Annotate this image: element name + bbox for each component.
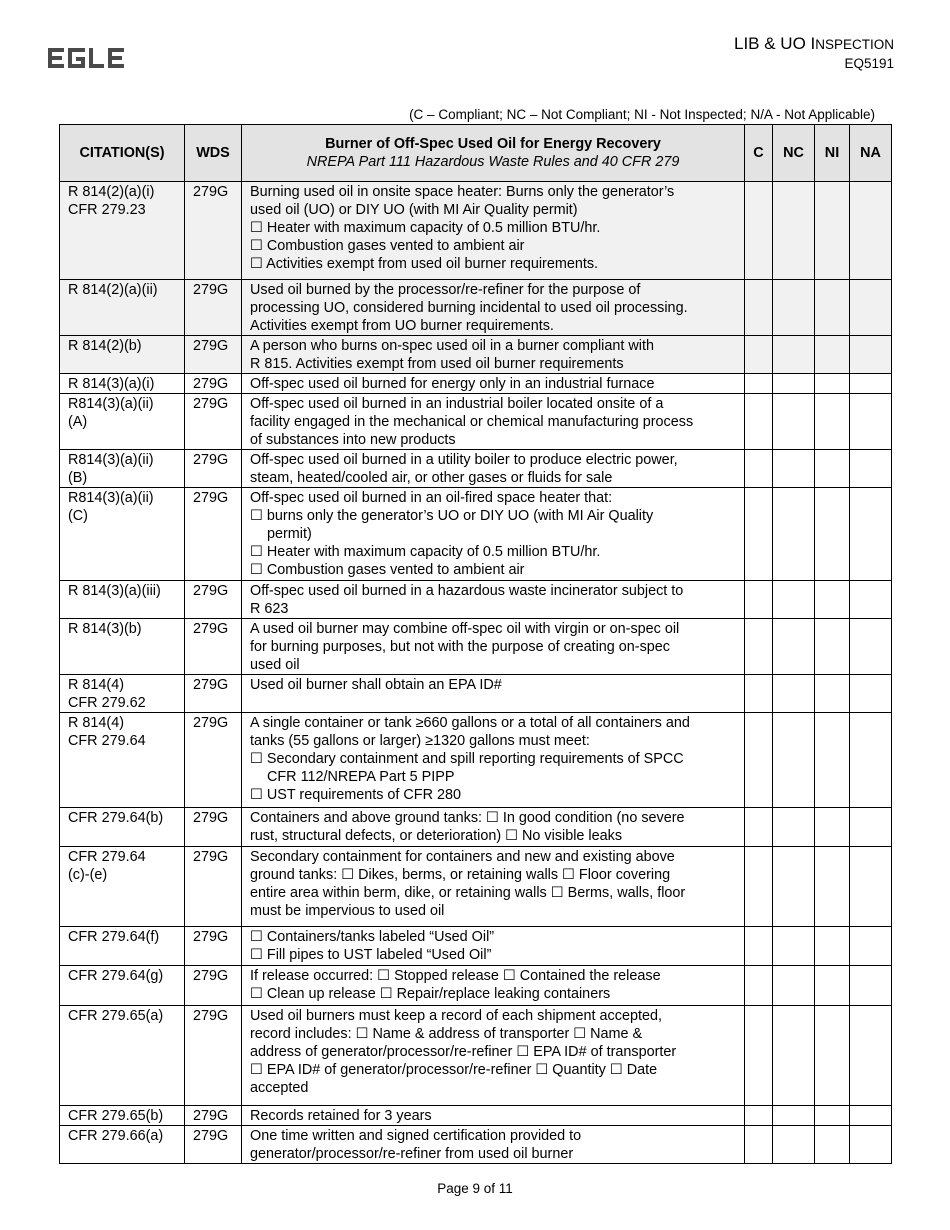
table-row — [60, 1106, 892, 1126]
citation-cell — [60, 394, 185, 450]
requirement-line: ☐ Heater with maximum capacity of 0.5 million BTU/hr. — [250, 220, 601, 236]
requirement-line: used oil (UO) or DIY UO (with MI Air Quality permit) — [250, 202, 578, 218]
requirement-line: generator/processor/re-refiner from used oil burner — [250, 1146, 574, 1162]
status-cell-ni[interactable] — [815, 808, 850, 847]
requirement-cell — [242, 581, 745, 619]
requirement-line: One time written and signed certification provided to — [250, 1128, 582, 1144]
citation-cell — [60, 581, 185, 619]
requirement-line: ☐ Fill pipes to UST labeled “Used Oil” — [250, 947, 492, 963]
requirement-line: ☐ EPA ID# of generator/processor/re-refiner ☐ Quantity ☐ Date — [250, 1062, 658, 1078]
requirement-line: entire area within berm, dike, or retaining walls ☐ Berms, walls, floor — [250, 885, 686, 901]
status-cell-ni[interactable] — [815, 581, 850, 619]
section-subtitle: NREPA Part 111 Hazardous Waste Rules and 40 CFR 279 — [306, 154, 680, 170]
requirement-line: facility engaged in the mechanical or chemical manufacturing process — [250, 414, 694, 430]
requirement-cell — [242, 182, 745, 280]
col-description — [242, 125, 745, 182]
status-cell-na[interactable] — [850, 847, 892, 927]
citation-line: R814(3)(a)(ii) — [68, 452, 154, 468]
citation-line: R 814(2)(b) — [68, 338, 142, 354]
col-compliant: C — [745, 125, 773, 182]
requirement-line: Used oil burned by the processor/re-refiner for the purpose of — [250, 282, 641, 298]
citation-cell — [60, 1006, 185, 1106]
requirement-line: ☐ Containers/tanks labeled “Used Oil” — [250, 929, 495, 945]
status-cell-c[interactable] — [745, 280, 773, 336]
status-cell-na[interactable] — [850, 374, 892, 394]
status-cell-c[interactable] — [745, 182, 773, 280]
citation-cell — [60, 182, 185, 280]
requirement-line: Off-spec used oil burned in a hazardous waste incinerator subject to — [250, 583, 684, 599]
status-cell-c[interactable] — [745, 336, 773, 374]
egle-logo — [48, 44, 128, 72]
requirement-cell — [242, 336, 745, 374]
requirement-line: Activities exempt from UO burner requirements. — [250, 318, 554, 334]
col-not-compliant: NC — [773, 125, 815, 182]
status-cell-ni[interactable] — [815, 394, 850, 450]
table-row — [60, 847, 892, 927]
status-cell-nc[interactable] — [773, 1006, 815, 1106]
requirement-line: Used oil burner shall obtain an EPA ID# — [250, 677, 502, 693]
citation-cell — [60, 280, 185, 336]
citation-cell — [60, 374, 185, 394]
table-row — [60, 581, 892, 619]
requirement-cell — [242, 713, 745, 808]
status-cell-ni[interactable] — [815, 1126, 850, 1164]
citation-line: CFR 279.64(f) — [68, 929, 160, 945]
requirement-line: A single container or tank ≥660 gallons or a total of all containers and — [250, 715, 690, 731]
inspection-table — [59, 124, 892, 1164]
status-cell-ni[interactable] — [815, 619, 850, 675]
wds-cell: 279G — [185, 847, 242, 927]
wds-cell: 279G — [185, 336, 242, 374]
requirement-line: If release occurred: ☐ Stopped release ☐ Contained the release — [250, 968, 661, 984]
status-cell-na[interactable] — [850, 280, 892, 336]
wds-cell: 279G — [185, 1126, 242, 1164]
status-cell-c[interactable] — [745, 966, 773, 1006]
requirement-cell — [242, 280, 745, 336]
requirement-line: Off-spec used oil burned for energy only in an industrial furnace — [250, 376, 655, 392]
table-row — [60, 927, 892, 966]
status-cell-ni[interactable] — [815, 450, 850, 488]
form-number: EQ5191 — [844, 56, 894, 71]
status-cell-c[interactable] — [745, 1006, 773, 1106]
wds-cell: 279G — [185, 1106, 242, 1126]
citation-line: (A) — [68, 414, 88, 430]
citation-line: R 814(2)(a)(ii) — [68, 282, 158, 298]
table-header-row — [60, 125, 892, 182]
status-cell-c[interactable] — [745, 374, 773, 394]
wds-cell: 279G — [185, 966, 242, 1006]
requirement-line: Records retained for 3 years — [250, 1108, 432, 1124]
citation-cell — [60, 847, 185, 927]
status-cell-na[interactable] — [850, 1106, 892, 1126]
status-cell-ni[interactable] — [815, 966, 850, 1006]
citation-cell — [60, 713, 185, 808]
status-cell-nc[interactable] — [773, 808, 815, 847]
requirement-cell — [242, 619, 745, 675]
requirement-cell — [242, 675, 745, 713]
status-cell-c[interactable] — [745, 927, 773, 966]
status-cell-na[interactable] — [850, 450, 892, 488]
citation-cell — [60, 808, 185, 847]
citation-line: CFR 279.64 — [68, 849, 146, 865]
wds-cell: 279G — [185, 280, 242, 336]
requirement-cell — [242, 374, 745, 394]
citation-line: CFR 279.66(a) — [68, 1128, 164, 1144]
table-row — [60, 394, 892, 450]
citation-line: R 814(3)(a)(i) — [68, 376, 155, 392]
citation-cell — [60, 488, 185, 581]
requirement-line: rust, structural defects, or deterioration) ☐ No visible leaks — [250, 828, 623, 844]
status-cell-c[interactable] — [745, 1106, 773, 1126]
table-row — [60, 182, 892, 280]
requirement-line: Containers and above ground tanks: ☐ In good condition (no severe — [250, 810, 685, 826]
requirement-line: ☐ Activities exempt from used oil burner requirements. — [250, 256, 599, 272]
requirement-line: for burning purposes, but not with the purpose of creating on-spec — [250, 639, 670, 655]
citation-line: R 814(2)(a)(i) — [68, 184, 155, 200]
requirement-line: Burning used oil in onsite space heater: Burns only the generator’s — [250, 184, 675, 200]
requirement-line: tanks (55 gallons or larger) ≥1320 gallons must meet: — [250, 733, 590, 749]
requirement-cell — [242, 808, 745, 847]
status-cell-na[interactable] — [850, 336, 892, 374]
table-row — [60, 966, 892, 1006]
status-cell-c[interactable] — [745, 394, 773, 450]
citation-line: R814(3)(a)(ii) — [68, 396, 154, 412]
wds-cell: 279G — [185, 488, 242, 581]
status-cell-na[interactable] — [850, 581, 892, 619]
status-cell-ni[interactable] — [815, 713, 850, 808]
status-cell-nc[interactable] — [773, 1106, 815, 1126]
col-not-inspected: NI — [815, 125, 850, 182]
table-row — [60, 450, 892, 488]
status-cell-ni[interactable] — [815, 182, 850, 280]
status-cell-ni[interactable] — [815, 374, 850, 394]
requirement-line: ☐ Heater with maximum capacity of 0.5 million BTU/hr. — [250, 544, 601, 560]
requirement-line: of substances into new products — [250, 432, 456, 448]
requirement-line: ☐ Secondary containment and spill reporting requirements of SPCC — [250, 751, 684, 767]
wds-cell: 279G — [185, 1006, 242, 1106]
wds-cell: 279G — [185, 808, 242, 847]
requirement-line: ☐ Combustion gases vented to ambient air — [250, 238, 525, 254]
requirement-line: Used oil burners must keep a record of each shipment accepted, — [250, 1008, 662, 1024]
status-cell-nc[interactable] — [773, 488, 815, 581]
wds-cell: 279G — [185, 675, 242, 713]
citation-cell — [60, 1126, 185, 1164]
status-cell-nc[interactable] — [773, 280, 815, 336]
table-row — [60, 808, 892, 847]
requirement-cell — [242, 488, 745, 581]
citation-line: (C) — [68, 508, 88, 524]
col-wds: WDS — [185, 125, 242, 182]
status-cell-nc[interactable] — [773, 927, 815, 966]
citation-line: CFR 279.65(a) — [68, 1008, 164, 1024]
status-cell-c[interactable] — [745, 675, 773, 713]
status-cell-ni[interactable] — [815, 675, 850, 713]
citation-cell — [60, 1106, 185, 1126]
citation-cell — [60, 966, 185, 1006]
status-cell-na[interactable] — [850, 808, 892, 847]
citation-line: CFR 279.64(b) — [68, 810, 164, 826]
wds-cell: 279G — [185, 713, 242, 808]
citation-line: CFR 279.65(b) — [68, 1108, 164, 1124]
status-cell-c[interactable] — [745, 488, 773, 581]
section-title: Burner of Off-Spec Used Oil for Energy Recovery — [325, 136, 661, 152]
status-cell-ni[interactable] — [815, 1106, 850, 1126]
citation-line: CFR 279.23 — [68, 202, 146, 218]
citation-cell — [60, 619, 185, 675]
requirement-line: ☐ Combustion gases vented to ambient air — [250, 562, 525, 578]
status-cell-ni[interactable] — [815, 488, 850, 581]
citation-line: R 814(4) — [68, 715, 124, 731]
status-cell-na[interactable] — [850, 394, 892, 450]
requirement-line: R 623 — [250, 601, 289, 617]
wds-cell: 279G — [185, 394, 242, 450]
status-cell-na[interactable] — [850, 1126, 892, 1164]
requirement-line: Secondary containment for containers and new and existing above — [250, 849, 675, 865]
document-title-block — [734, 34, 894, 73]
requirement-cell — [242, 1106, 745, 1126]
requirement-cell — [242, 1006, 745, 1106]
citation-cell — [60, 927, 185, 966]
citation-cell — [60, 675, 185, 713]
document-title: LIB & UO INSPECTION — [733, 34, 894, 53]
requirement-line: permit) — [267, 526, 312, 542]
status-cell-na[interactable] — [850, 1006, 892, 1106]
citation-cell — [60, 450, 185, 488]
requirement-cell — [242, 927, 745, 966]
citation-line: R814(3)(a)(ii) — [68, 490, 154, 506]
status-cell-nc[interactable] — [773, 374, 815, 394]
status-cell-na[interactable] — [850, 182, 892, 280]
status-cell-ni[interactable] — [815, 336, 850, 374]
status-cell-nc[interactable] — [773, 450, 815, 488]
requirement-line: R 815. Activities exempt from used oil burner requirements — [250, 356, 624, 372]
requirement-line: A person who burns on-spec used oil in a burner compliant with — [250, 338, 654, 354]
status-cell-c[interactable] — [745, 581, 773, 619]
requirement-line: record includes: ☐ Name & address of transporter ☐ Name & — [250, 1026, 643, 1042]
wds-cell: 279G — [185, 182, 242, 280]
citation-cell — [60, 336, 185, 374]
status-cell-nc[interactable] — [773, 182, 815, 280]
requirement-line: steam, heated/cooled air, or other gases or fluids for sale — [250, 470, 613, 486]
table-row — [60, 280, 892, 336]
col-citation: CITATION(S) — [60, 125, 185, 182]
status-cell-c[interactable] — [745, 619, 773, 675]
requirement-line: accepted — [250, 1080, 309, 1096]
status-cell-nc[interactable] — [773, 336, 815, 374]
status-cell-c[interactable] — [745, 847, 773, 927]
citation-line: R 814(3)(a)(iii) — [68, 583, 161, 599]
status-cell-na[interactable] — [850, 488, 892, 581]
status-cell-na[interactable] — [850, 966, 892, 1006]
wds-cell: 279G — [185, 927, 242, 966]
citation-line: (B) — [68, 470, 88, 486]
requirement-line: ☐ burns only the generator’s UO or DIY UO (with MI Air Quality — [250, 508, 654, 524]
requirement-cell — [242, 847, 745, 927]
wds-cell: 279G — [185, 581, 242, 619]
citation-line: (c)-(e) — [68, 867, 108, 883]
requirement-line: CFR 112/NREPA Part 5 PIPP — [267, 769, 455, 785]
status-cell-nc[interactable] — [773, 713, 815, 808]
status-cell-nc[interactable] — [773, 394, 815, 450]
status-cell-ni[interactable] — [815, 847, 850, 927]
requirement-cell — [242, 394, 745, 450]
requirement-cell — [242, 966, 745, 1006]
status-cell-nc[interactable] — [773, 966, 815, 1006]
status-cell-c[interactable] — [745, 713, 773, 808]
requirement-line: Off-spec used oil burned in a utility boiler to produce electric power, — [250, 452, 678, 468]
wds-cell: 279G — [185, 374, 242, 394]
status-cell-ni[interactable] — [815, 1006, 850, 1106]
requirement-line: used oil — [250, 657, 300, 673]
citation-line: CFR 279.64(g) — [68, 968, 164, 984]
table-row — [60, 1126, 892, 1164]
table-row — [60, 488, 892, 581]
status-cell-nc[interactable] — [773, 847, 815, 927]
status-cell-c[interactable] — [745, 450, 773, 488]
requirement-line: address of generator/processor/re-refiner ☐ EPA ID# of transporter — [250, 1044, 677, 1060]
citation-line: R 814(3)(b) — [68, 621, 142, 637]
status-cell-nc[interactable] — [773, 675, 815, 713]
table-row — [60, 1006, 892, 1106]
citation-line: CFR 279.62 — [68, 695, 146, 711]
requirement-line: Off-spec used oil burned in an industrial boiler located onsite of a — [250, 396, 664, 412]
status-cell-na[interactable] — [850, 927, 892, 966]
status-cell-na[interactable] — [850, 675, 892, 713]
citation-line: CFR 279.64 — [68, 733, 146, 749]
citation-line: R 814(4) — [68, 677, 124, 693]
requirement-line: ground tanks: ☐ Dikes, berms, or retaining walls ☐ Floor covering — [250, 867, 671, 883]
status-cell-na[interactable] — [850, 713, 892, 808]
requirement-line: processing UO, considered burning incidental to used oil processing. — [250, 300, 688, 316]
status-cell-ni[interactable] — [815, 927, 850, 966]
status-cell-na[interactable] — [850, 619, 892, 675]
table-row — [60, 336, 892, 374]
status-cell-c[interactable] — [745, 808, 773, 847]
status-cell-ni[interactable] — [815, 280, 850, 336]
requirement-line: ☐ Clean up release ☐ Repair/replace leaking containers — [250, 986, 611, 1002]
wds-cell: 279G — [185, 450, 242, 488]
requirement-line: ☐ UST requirements of CFR 280 — [250, 787, 461, 803]
requirement-cell — [242, 450, 745, 488]
status-cell-nc[interactable] — [773, 581, 815, 619]
table-row — [60, 619, 892, 675]
status-cell-nc[interactable] — [773, 1126, 815, 1164]
status-cell-c[interactable] — [745, 1126, 773, 1164]
requirement-cell — [242, 1126, 745, 1164]
col-not-applicable: NA — [850, 125, 892, 182]
table-row — [60, 374, 892, 394]
wds-cell: 279G — [185, 619, 242, 675]
table-row — [60, 675, 892, 713]
compliance-legend: (C – Compliant; NC – Not Compliant; NI - Not Inspected; N/A - Not Applicable) — [409, 107, 875, 122]
status-cell-nc[interactable] — [773, 619, 815, 675]
requirement-line: must be impervious to used oil — [250, 903, 445, 919]
table-row — [60, 713, 892, 808]
requirement-line: A used oil burner may combine off-spec oil with virgin or on-spec oil — [250, 621, 680, 637]
page-number: Page 9 of 11 — [437, 1181, 513, 1196]
requirement-line: Off-spec used oil burned in an oil-fired space heater that: — [250, 490, 613, 506]
